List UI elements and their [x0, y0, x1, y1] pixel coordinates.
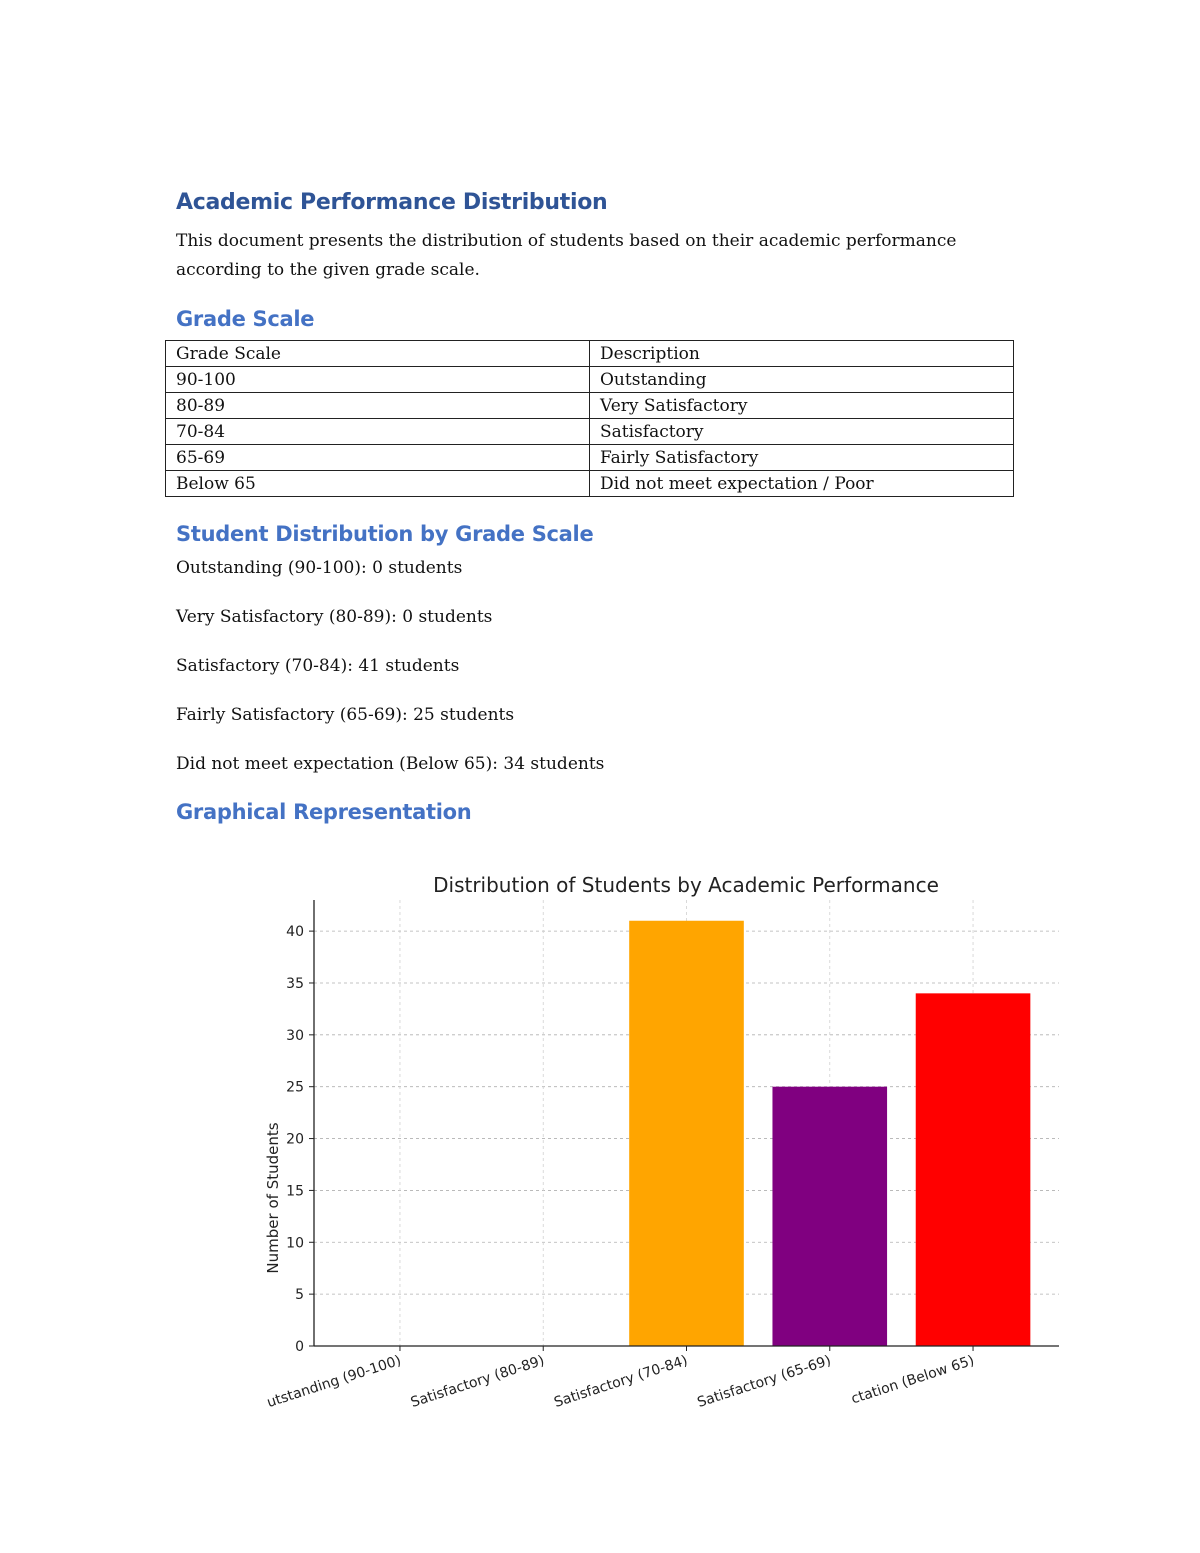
grade-scale-heading: Grade Scale: [176, 307, 315, 331]
table-cell: Outstanding: [590, 367, 1014, 393]
table-cell: 70-84: [166, 419, 590, 445]
intro-paragraph: This document presents the distribution of students based on their academic performance according to the given grade scale.: [176, 231, 957, 280]
distribution-heading: Student Distribution by Grade Scale: [176, 522, 594, 546]
table-cell: Fairly Satisfactory: [590, 445, 1014, 471]
x-axis-ticks: [265, 1346, 976, 1411]
x-tick-label: Satisfactory (65-69): [695, 1352, 834, 1411]
list-item: Very Satisfactory (80-89): 0 students: [176, 607, 493, 627]
table-cell: Very Satisfactory: [590, 393, 1014, 419]
table-row: [166, 419, 1014, 445]
x-tick-label: ctation (Below 65): [849, 1352, 977, 1408]
table-cell: 80-89: [166, 393, 590, 419]
bar-chart: [230, 860, 1080, 1420]
y-tick-label: 10: [286, 1235, 304, 1252]
y-tick-label: 0: [295, 1339, 304, 1355]
table-header-cell: Grade Scale: [166, 341, 590, 367]
list-item: Outstanding (90-100): 0 students: [176, 558, 463, 578]
y-axis-ticks: [286, 924, 314, 1355]
y-tick-label: 35: [286, 975, 304, 992]
table-header-row: [166, 341, 1014, 367]
y-tick-label: 15: [286, 1183, 304, 1200]
distribution-list: [176, 555, 604, 800]
document-title: Academic Performance Distribution: [176, 190, 608, 215]
x-tick-label: utstanding (90-100): [265, 1352, 404, 1412]
graphical-heading: Graphical Representation: [176, 800, 472, 824]
table-header-cell: Description: [590, 341, 1014, 367]
bar: [629, 921, 744, 1346]
list-item: Satisfactory (70-84): 41 students: [176, 656, 460, 676]
x-tick-label: Satisfactory (70-84): [552, 1352, 690, 1411]
table-row: [166, 471, 1014, 497]
y-tick-label: 25: [286, 1079, 304, 1096]
grade-scale-table: [165, 340, 1014, 497]
list-item: Did not meet expectation (Below 65): 34 students: [176, 754, 605, 774]
y-tick-label: 30: [286, 1027, 304, 1044]
table-cell: 65-69: [166, 445, 590, 471]
list-item: Fairly Satisfactory (65-69): 25 students: [176, 705, 515, 725]
table-cell: Did not meet expectation / Poor: [590, 471, 1014, 497]
x-tick-label: Satisfactory (80-89): [408, 1352, 547, 1411]
table-row: [166, 445, 1014, 471]
table-cell: 90-100: [166, 367, 590, 393]
table-row: [166, 367, 1014, 393]
y-tick-label: 5: [295, 1287, 304, 1304]
table-row: [166, 393, 1014, 419]
y-tick-label: 40: [286, 924, 304, 941]
table-cell: Below 65: [166, 471, 590, 497]
table-cell: Satisfactory: [590, 419, 1014, 445]
y-tick-label: 20: [286, 1131, 304, 1148]
y-axis-label: Number of Students: [264, 1122, 282, 1274]
bar: [916, 993, 1031, 1346]
bar: [772, 1087, 887, 1346]
chart-title: Distribution of Students by Academic Performance: [433, 873, 939, 897]
